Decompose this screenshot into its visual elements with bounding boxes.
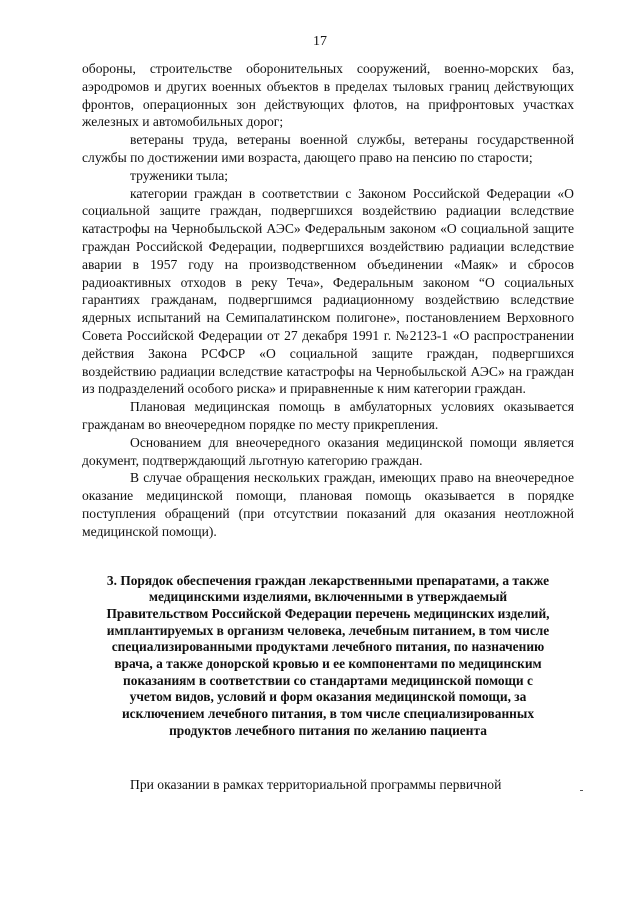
scan-mark: [580, 790, 583, 791]
section-heading: 3. Порядок обеспечения граждан лекарственными препаратами, а также медицинскими изделиями, включенными в утверждаемый Правительством Российской Федерации перечень медицинских изделий, имплантируемых в организм человека, лечебным питанием, в том числе специализированными продуктами лечебного питания, по назначению врача, а также донорской кровью и ее компонентами по медицинским показаниям в соответствии со стандартами медицинской помощи с учетом видов, условий и форм оказания медицинской помощи, за исключением лечебного питания, в том числе специализированных продуктов лечебного питания по желанию пациента: [106, 572, 550, 738]
paragraph-planned-care: Плановая медицинская помощь в амбулаторных условиях оказывается гражданам во внеочередном порядке по месту прикрепления.: [82, 399, 574, 432]
page-number: 17: [313, 34, 327, 49]
section-first-paragraph: При оказании в рамках территориальной программы первичной: [130, 776, 502, 792]
document-body: [82, 60, 574, 793]
paragraph-multiple-requests: В случае обращения нескольких граждан, имеющих право на внеочередное оказание медицинской помощи, плановая помощь оказывается в порядке поступления обращений (при отсутствии показаний для оказания неотложной медицинской помощи).: [82, 470, 574, 539]
paragraph-home-front-workers: труженики тыла;: [130, 167, 229, 183]
paragraph-basis: Основанием для внеочередного оказания медицинской помощи является документ, подтверждающий льготную категорию граждан.: [82, 434, 574, 468]
paragraph-radiation-categories: категории граждан в соответствии с Законом Российской Федерации «О социальной защите граждан, подвергшихся воздействию радиации вследствие катастрофы на Чернобыльской АЭС» Федеральным законом «О социальной защите граждан Российской Федерации, подвергшихся воздействию радиации вследствие аварии в 1957 году на производственном объединении «Маяк» и сбросов радиоактивных отходов в реку Теча», Федеральным законом “О социальных гарантиях гражданам, подвергшимся радиационному воздействию вследствие ядерных испытаний на Семипалатинском полигоне», постановлением Верховного Совета Российской Федерации от 27 декабря 1991 г. №2123-1 «О распространении действия Закона РСФСР «О социальной защите граждан, подвергшихся воздействию радиации вследствие катастрофы на Чернобыльской АЭС» на граждан из подразделений особого риска» и приравненные к ним категории граждан.: [82, 185, 574, 397]
paragraph-continuation: обороны, строительстве оборонительных сооружений, военно-морских баз, аэродромов и других военных объектов в пределах тыловых границ действующих фронтов, операционных зон действующих флотов, на прифронтовых участках железных и автомобильных дорог;: [82, 61, 574, 130]
paragraph-veterans: ветераны труда, ветераны военной службы, ветераны государственной службы по достижении ими возраста, дающего право на пенсию по старости;: [82, 132, 574, 165]
